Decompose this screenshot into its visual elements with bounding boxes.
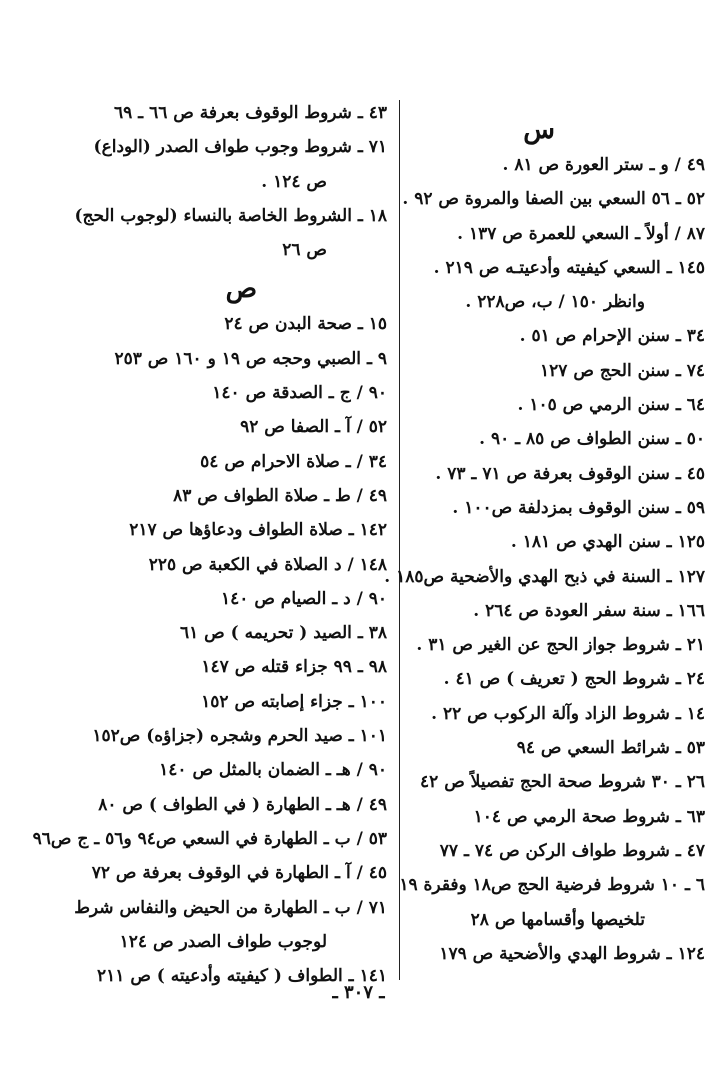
index-entry: ٧٤ ـ سنن الحج ص ١٢٧ [540,360,705,381]
index-entry: ١٢٧ ـ السنة في ذبح الهدي والأضحية ص١٨٥ . [384,566,705,587]
index-entry: ٤٩ / ط ـ صلاة الطواف ص ٨٣ [173,485,387,506]
index-entry: ٩ ـ الصبي وحجه ص ١٩ و ١٦٠ ص ٢٥٣ [114,348,387,369]
index-entry: ١٤٨ / د الصلاة في الكعبة ص ٢٢٥ [148,554,387,575]
index-entry: ٢٤ ـ شروط الحج ( تعريف ) ص ٤١ . [443,669,705,690]
index-entry: وانظر ١٥٠ / ب، ص٢٢٨ . [465,292,645,313]
index-entry: ٢١ ـ شروط جواز الحج عن الغير ص ٣١ . [416,635,705,656]
index-entry: ٩٨ ـ ٩٩ جزاء قتله ص ١٤٧ [201,657,387,678]
index-entry: ٩٠ / د ـ الصيام ص ١٤٠ [221,588,387,609]
left-top-entries-list [7,96,387,267]
index-entry: تلخيصها وأقسامها ص ٢٨ [470,909,645,930]
index-entry: ١٦٦ ـ سنة سفر العودة ص ٢٦٤ . [473,600,705,621]
index-entry: ٤٧ ـ شروط طواف الركن ص ٧٤ ـ ٧٧ [439,840,705,861]
index-entry: ٣٨ ـ الصيد ( تحريمه ) ص ٦١ [179,623,387,644]
index-entry: ٣٤ ـ سنن الإحرام ص ٥١ . [519,326,705,347]
index-entry: ١٤٥ ـ السعي كيفيته وأدعيتـه ص ٢١٩ . [433,257,705,278]
section-letter-seen: س [523,115,555,145]
index-entry: ١٢٥ ـ سنن الهدي ص ١٨١ . [510,532,705,553]
index-entry: ٥٠ ـ سنن الطواف ص ٨٥ ـ ٩٠ . [479,429,705,450]
index-entry: ١٤٢ ـ صلاة الطواف ودعاؤها ص ٢١٧ [129,520,387,541]
index-entry: ٥٢ / آ ـ الصفا ص ٩٢ [240,417,387,438]
index-entry: ٦ ـ ١٠ شروط فرضية الحج ص١٨ وفقرة ١٩ [399,875,705,896]
index-entry: ١٤ ـ شروط الزاد وآلة الركوب ص ٢٢ . [431,703,705,724]
index-entry: ٤٣ ـ شروط الوقوف بعرفة ص ٦٦ ـ ٦٩ [114,103,387,123]
index-entry: لوجوب طواف الصدر ص ١٢٤ [119,931,327,952]
index-entry: ٣٤ / ـ صلاة الاحرام ص ٥٤ [200,451,387,472]
index-entry: ٤٩ / و ـ ستر العورة ص ٨١ . [502,155,705,175]
index-entry: ١٤١ ـ الطواف ( كيفيته وأدعيته ) ص ٢١١ [97,966,387,987]
index-entry: ١٠١ ـ صيد الحرم وشجره (جزاؤه) ص١٥٢ [92,726,387,747]
index-entry: ص ٢٦ [282,240,327,261]
left-column [7,96,387,993]
page-number: ـ ٣٠٧ ـ [332,982,385,1003]
index-entry: ١٨ ـ الشروط الخاصة بالنساء (لوجوب الحج) [74,205,387,226]
index-entry: ٤٥ ـ سنن الوقوف بعرفة ص ٧١ ـ ٧٣ . [435,463,705,484]
index-entry: ١٥ ـ صحة البدن ص ٢٤ [224,314,387,335]
index-entry: ٥٩ ـ سنن الوقوف بمزدلفة ص١٠٠ . [452,497,705,518]
left-entries-list [7,307,387,993]
section-letter-sad: ص [225,274,257,305]
index-entry: ٨٧ / أولاً ـ السعي للعمرة ص ١٣٧ . [457,223,705,244]
index-entry: ٤٥ / آ ـ الطهارة في الوقوف بعرفة ص ٧٢ [91,863,387,884]
index-entry: ١٠٠ ـ جزاء إصابته ص ١٥٢ [201,691,387,712]
index-entry: ٩٠ / ج ـ الصدقة ص ١٤٠ [212,383,387,404]
index-entry: ٦٣ ـ شروط صحة الرمي ص ١٠٤ [473,806,705,827]
index-entry: ٥٢ ـ ٥٦ السعي بين الصفا والمروة ص ٩٢ . [402,189,705,210]
index-entry: ٧١ / ب ـ الطهارة من الحيض والنفاس شرط [74,897,387,918]
index-entry: ١٢٤ ـ شروط الهدي والأضحية ص ١٧٩ [439,943,705,964]
index-entry: ٤٩ / هـ ـ الطهارة ( في الطواف ) ص ٨٠ [98,794,387,815]
index-entry: ٢٦ ـ ٣٠ شروط صحة الحج تفصيلاً ص ٤٢ [420,772,705,793]
index-entry: ٥٣ ـ شرائط السعي ص ٩٤ [516,738,705,759]
index-entry: ص ١٢٤ . [261,171,327,192]
index-entry: ٧١ ـ شروط وجوب طواف الصدر (الوداع) [93,137,387,158]
index-entry: ٩٠ / هـ ـ الضمان بالمثل ص ١٤٠ [159,760,387,781]
index-entry: ٥٣ / ب ـ الطهارة في السعي ص٩٤ و٥٦ ـ ج ص٩٦ [32,828,387,849]
index-entry: ٦٤ ـ سنن الرمي ص ١٠٥ . [517,395,705,416]
